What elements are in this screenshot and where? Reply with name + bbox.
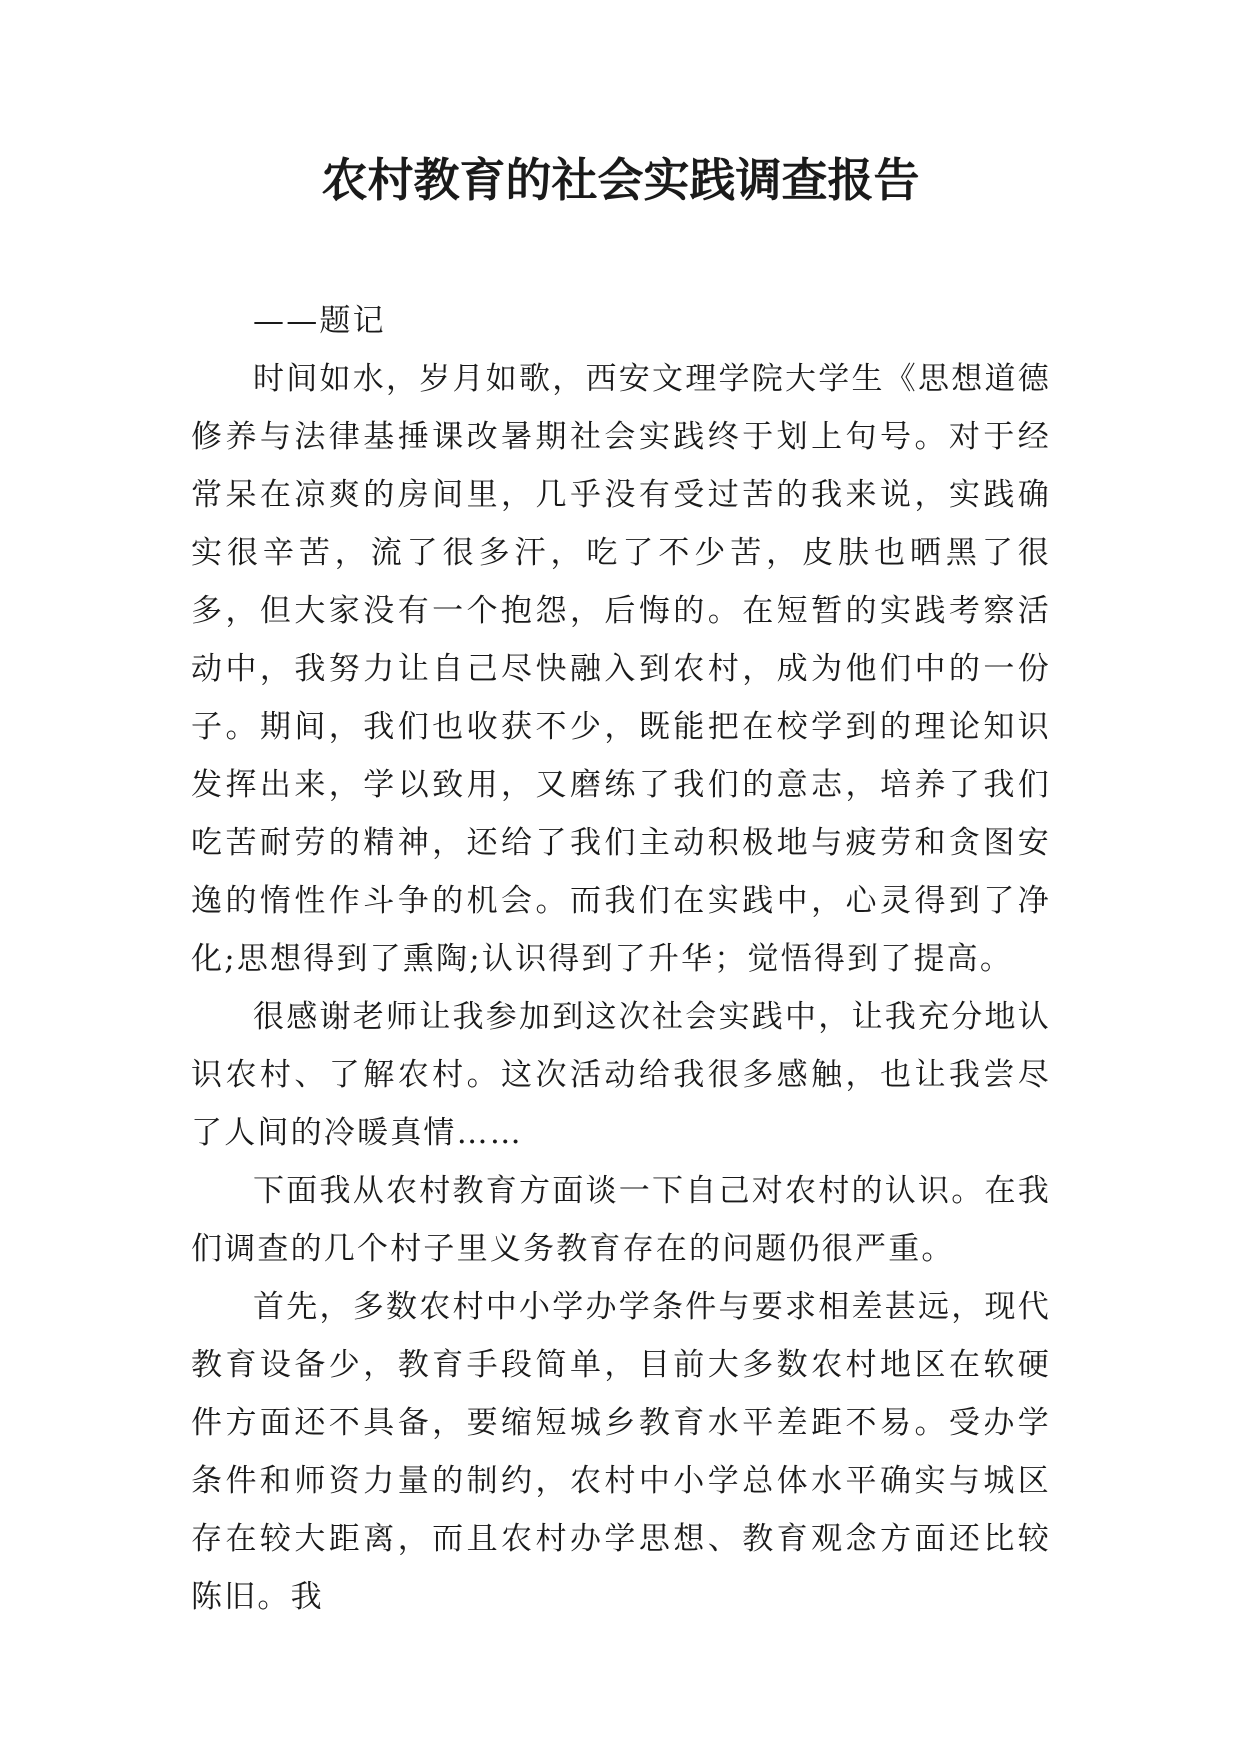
paragraph-2: 很感谢老师让我参加到这次社会实践中，让我充分地认识农村、了解农村。这次活动给我很多感触，也让我尝尽了人间的冷暖真情…… [191,999,1051,1151]
document-body [191,292,1051,1626]
paragraph-4: 首先，多数农村中小学办学条件与要求相差甚远，现代教育设备少，教育手段简单，目前大多数农村地区在软硬件方面还不具备，要缩短城乡教育水平差距不易。受办学条件和师资力量的制约，农村中小学总体水平确实与城区存在较大距离，而且农村办学思想、教育观念方面还比较陈旧。我 [191,1289,1051,1615]
epigraph: ——题记 [253,303,386,339]
paragraph-3: 下面我从农村教育方面谈一下自己对农村的认识。在我们调查的几个村子里义务教育存在的问题仍很严重。 [191,1173,1051,1267]
paragraph-1: 时间如水，岁月如歌，西安文理学院大学生《思想道德修养与法律基捶课改暑期社会实践终于划上句号。对于经常呆在凉爽的房间里，几乎没有受过苦的我来说，实践确实很辛苦，流了很多汗，吃了不少苦，皮肤也晒黑了很多，但大家没有一个抱怨，后悔的。在短暂的实践考察活动中，我努力让自己尽快融入到农村，成为他们中的一份子。期间，我们也收获不少，既能把在校学到的理论知识发挥出来，学以致用，又磨练了我们的意志，培养了我们吃苦耐劳的精神，还给了我们主动积极地与疲劳和贪图安逸的惰性作斗争的机会。而我们在实践中，心灵得到了净化;思想得到了熏陶;认识得到了升华；觉悟得到了提高。 [191,361,1051,977]
document-title: 农村教育的社会实践调查报告 [321,153,920,207]
